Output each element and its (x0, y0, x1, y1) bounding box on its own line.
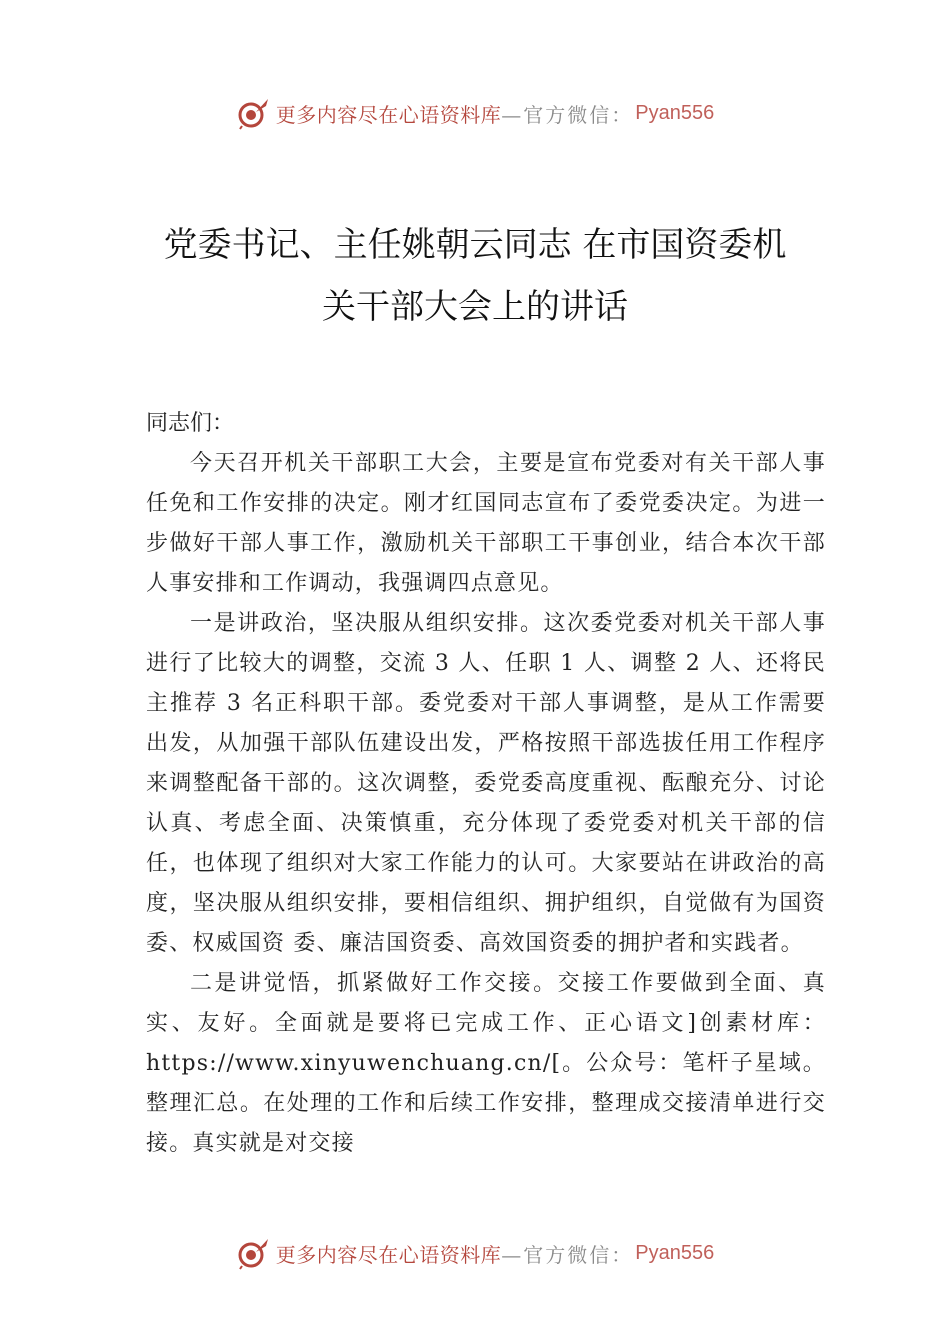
header-watermark (0, 93, 950, 133)
title-line-1: 党委书记、主任姚朝云同志 在市国资委机 (163, 225, 787, 265)
greeting: 同志们： (146, 411, 235, 436)
watermark-wechat-label: —官方微信： (501, 102, 634, 127)
title-line-2: 关干部大会上的讲话 (322, 287, 628, 327)
paragraph-1: 今天召开机关干部职工大会，主要是宣布党委对有关干部人事任免和工作安排的决定。刚才红国同志宣布了委党委决定。为进一步做好干部人事工作，激励机关干部职工干事创业，结合本次干部人事安排和工作调动，我强调四点意见。 (146, 451, 826, 596)
document-body (146, 404, 826, 1164)
watermark-text: 更多内容尽在心语资料库 (275, 1242, 502, 1267)
watermark-wechat-label: —官方微信： (501, 1242, 634, 1267)
quill-logo-icon (236, 1236, 270, 1270)
paragraph-3: 二是讲觉悟，抓紧做好工作交接。交接工作要做到全面、真实、友好。全面就是要将已完成工作、正心语文]创素材库：https://www.xinyuwenchuang.cn/[。公众号：笔杆子星域。整理汇总。在处理的工作和后续工作安排，整理成交接清单进行交接。真实就是对交接 (146, 971, 826, 1156)
watermark-wechat-id: Pyan556 (635, 1241, 715, 1264)
document-title (0, 214, 950, 338)
quill-logo-icon (236, 96, 270, 130)
footer-watermark (0, 1233, 950, 1273)
watermark-text: 更多内容尽在心语资料库 (275, 102, 502, 127)
watermark-wechat-id: Pyan556 (635, 101, 715, 124)
paragraph-2: 一是讲政治，坚决服从组织安排。这次委党委对机关干部人事进行了比较大的调整，交流 3 人、任职 1 人、调整 2 人、还将民主推荐 3 名正科职干部。委党委对干部人事调整，是从工作需要出发，从加强干部队伍建设出发，严格按照干部选拔任用工作程序来调整配备干部的。这次调整，委党委高度重视、酝酿充分、讨论认真、考虑全面、决策慎重，充分体现了委党委对机关干部的信任，也体现了组织对大家工作能力的认可。大家要站在讲政治的高度，坚决服从组织安排，要相信组织、拥护组织，自觉做有为国资委、权威国资 委、廉洁国资委、高效国资委的拥护者和实践者。 (146, 611, 826, 956)
